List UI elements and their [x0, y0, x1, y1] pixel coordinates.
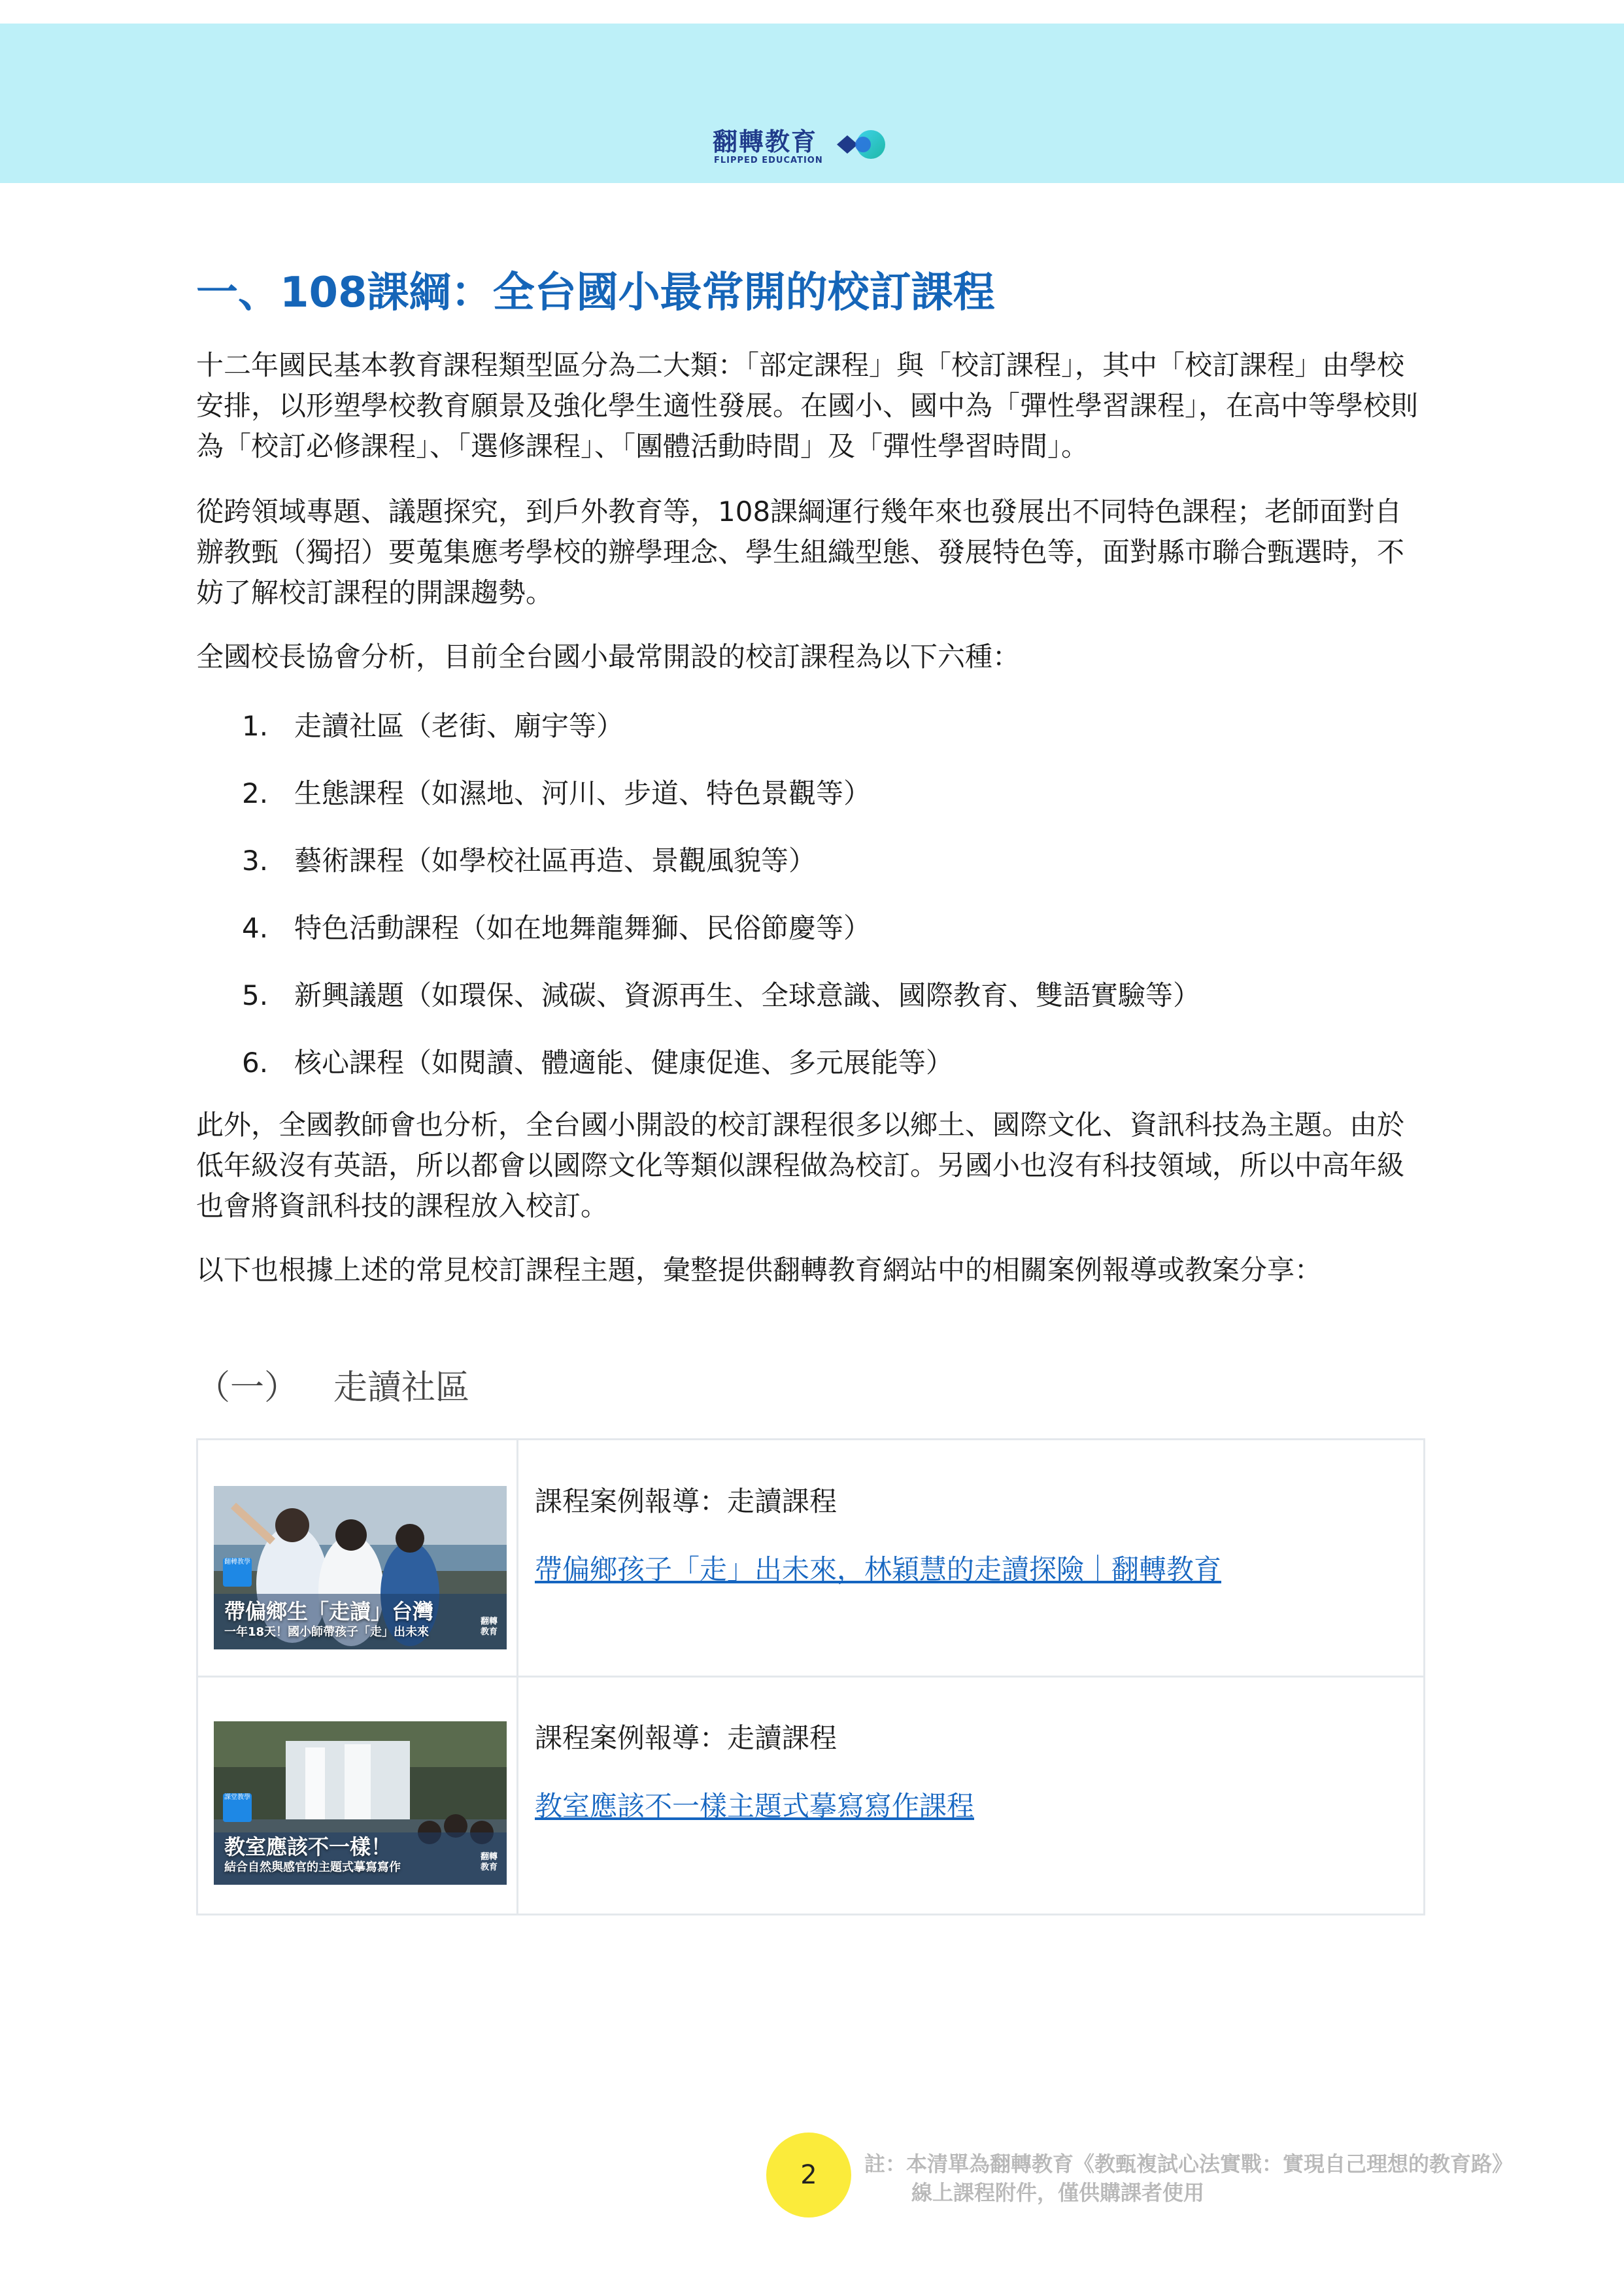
section-heading — [196, 1360, 469, 1409]
trend-paragraph: 從跨領域專題、議題探究，到戶外教育等，108課綱運行幾年來也發展出不同特色課程；老師面對自辦教甄（獨招）要蒐集應考學校的辦學理念、學生組織型態、發展特色等，面對縣市聯合甄選時，不妨了解校訂課程的開課趨勢。 — [196, 496, 1405, 609]
list-item-text: 生態課程（如濕地、河川、步道、特色景觀等） — [294, 777, 871, 809]
list-item-number: 4. — [242, 912, 269, 944]
list-item-number: 1. — [242, 710, 269, 742]
list-item-number: 6. — [242, 1047, 269, 1079]
section-title: 走讀社區 — [333, 1368, 470, 1408]
footer-note-line: 線上課程附件，僅供購課者使用 — [911, 2180, 1205, 2205]
list-item — [242, 841, 1200, 908]
logo[interactable] — [713, 122, 909, 174]
thumbnail-badge: 翻轉教學 — [223, 1558, 252, 1587]
row-divider — [198, 1676, 1423, 1678]
analysis-paragraph: 全國校長協會分析，目前全台國小最常開設的校訂課程為以下六種： — [196, 641, 1021, 673]
section-number: （一） — [196, 1368, 299, 1408]
thumbnail-subtitle: 結合自然與感官的主題式摹寫寫作 — [224, 1861, 401, 1874]
page-title: 一、108課綱：全台國小最常開的校訂課程 — [196, 269, 995, 317]
list-item — [242, 908, 1200, 975]
case-label: 課程案例報導：走讀課程 — [535, 1722, 837, 1754]
list-item — [242, 773, 1200, 841]
list-item — [242, 975, 1200, 1043]
footer-note — [864, 2150, 1513, 2207]
teacher-union-paragraph: 此外，全國教師會也分析，全台國小開設的校訂課程很多以鄉土、國際文化、資訊科技為主題。由於低年級沒有英語，所以都會以國際文化等類似課程做為校訂。另國小也沒有科技領域，所以中高年級也會將資訊科技的課程放入校訂。 — [196, 1109, 1405, 1222]
list-item-text: 藝術課程（如學校社區再造、景觀風貌等） — [294, 845, 817, 877]
list-item-number: 2. — [242, 777, 269, 809]
resources-intro-paragraph: 以下也根據上述的常見校訂課程主題，彙整提供翻轉教育網站中的相關案例報導或教案分享： — [196, 1254, 1323, 1286]
footer-note-line: 註：本清單為翻轉教育《教甄複試心法實戰：實現自己理想的教育路》 — [864, 2151, 1514, 2176]
list-item-text: 核心課程（如閱讀、體適能、健康促進、多元展能等） — [294, 1047, 954, 1079]
list-item-text: 走讀社區（老街、廟宇等） — [294, 710, 624, 742]
header-band — [0, 24, 1624, 183]
case-link[interactable]: 帶偏鄉孩子「走」出未來，林穎慧的走讀探險｜翻轉教育 — [535, 1553, 1222, 1585]
thumbnail-badge: 課堂教學 — [223, 1793, 252, 1822]
course-type-list — [242, 706, 1200, 1110]
case-thumbnail[interactable] — [214, 1486, 507, 1649]
list-item-text: 新興議題（如環保、減碳、資源再生、全球意識、國際教育、雙語實驗等） — [294, 979, 1201, 1011]
flipped-education-logo-icon — [830, 126, 902, 163]
thumbnail-brand: 翻轉教育 — [481, 1617, 498, 1637]
thumbnail-caption — [224, 1834, 467, 1876]
list-item — [242, 706, 1200, 773]
case-label: 課程案例報導：走讀課程 — [535, 1485, 837, 1517]
case-link[interactable]: 教室應該不一樣主題式摹寫寫作課程 — [535, 1790, 975, 1822]
thumbnail-caption — [224, 1598, 467, 1640]
case-table — [196, 1438, 1425, 1915]
column-divider — [516, 1440, 518, 1914]
logo-subtitle: FLIPPED EDUCATION — [714, 156, 823, 165]
list-item-number: 5. — [242, 979, 269, 1011]
intro-paragraph: 十二年國民基本教育課程類型區分為二大類：「部定課程」與「校訂課程」，其中「校訂課程」由學校安排，以形塑學校教育願景及強化學生適性發展。在國小、國中為「彈性學習課程」，在高中等學校則為「校訂必修課程」、「選修課程」、「團體活動時間」及「彈性學習時間」。 — [196, 349, 1419, 462]
logo-title: 翻轉教育 — [713, 127, 818, 156]
page-number: 2 — [766, 2133, 851, 2218]
list-item-text: 特色活動課程（如在地舞龍舞獅、民俗節慶等） — [294, 912, 871, 944]
list-item — [242, 1043, 1200, 1110]
thumbnail-subtitle: 一年18天！國小師帶孩子「走」出未來 — [224, 1625, 430, 1639]
thumbnail-title: 帶偏鄉生「走讀」台灣 — [224, 1599, 434, 1624]
thumbnail-title: 教室應該不一樣！ — [224, 1834, 392, 1859]
case-thumbnail[interactable] — [214, 1721, 507, 1885]
list-item-number: 3. — [242, 845, 269, 877]
thumbnail-brand: 翻轉教育 — [481, 1852, 498, 1872]
